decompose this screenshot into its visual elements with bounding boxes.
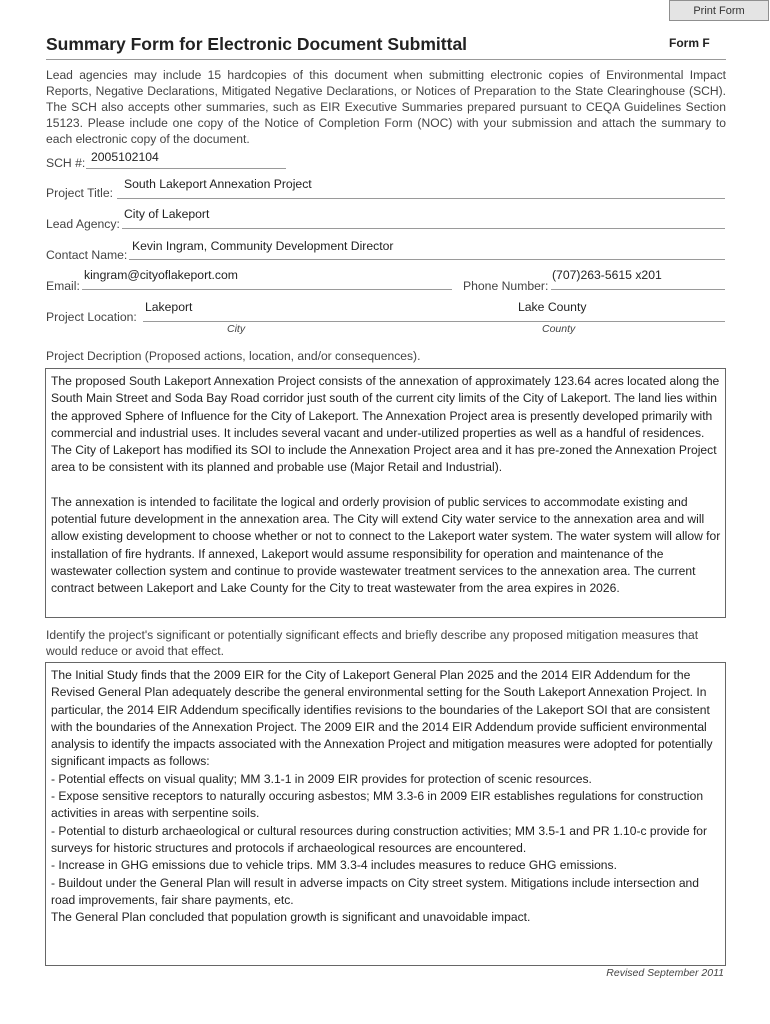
project-location-label: Project Location: [46, 310, 137, 324]
effects-label: Identify the project's significant or potentially significant effects and briefly describe any proposed mitigation measures that would reduce or avoid that effect. [46, 628, 699, 658]
description-paragraph: The annexation is intended to facilitate the logical and orderly provision of public services to accommodate existing and potential future development in the annexation area. The City will extend City water service to the annexation area and will allow existing development to choose whether or not to connect to the Lakeport water system. The water system will allow for installation of fire hydrants. If annexed, Lakeport would assume responsibility for operation and maintenance of the wastewater collection system and continue to provide wastewater treatment services to the annexation area. The current contract between Lakeport and Lake County for the City to treat wastewater from the area expires in 2026. [51, 494, 721, 596]
effects-line: - Expose sensitive receptors to naturally occuring asbestos; MM 3.3-6 in 2009 EIR establishes regulations for construction activities in areas with serpentine soils. [51, 789, 704, 821]
title-divider [46, 59, 726, 60]
effects-line: - Potential to disturb archaeological or cultural resources during construction activities; MM 3.5-1 and PR 1.10-c provide for surveys for historic structures and protocols if archaeological resources are encountered. [51, 823, 708, 855]
effects-line: - Increase in GHG emissions due to vehicle trips. MM 3.3-4 includes measures to reduce GHG emissions. [51, 858, 617, 873]
lead-agency-field[interactable] [122, 228, 725, 229]
form-id: Form F [669, 36, 710, 50]
county-value: Lake County [518, 300, 587, 314]
effects-line: The Initial Study finds that the 2009 EIR for the City of Lakeport General Plan 2025 and the 2014 EIR Addendum for the Revised General Plan adequately describe the general environmental setting for the South Lakeport Annexation Project. In particular, the 2014 EIR Addendum specifically identifies revisions to the boundaries of the Lakeport SOI that are consistent with the boundaries of the Annexation Project. The 2009 EIR and the 2014 EIR Addendum provide sufficient environmental analysis to identify the impacts associated with the Annexation Project and mitigation measures were adopted for potentially significant impacts as follows: [51, 668, 713, 769]
city-value: Lakeport [145, 300, 193, 314]
project-title-label: Project Title: [46, 186, 114, 200]
revision-date: Revised September 2011 [606, 967, 724, 979]
lead-agency-value: City of Lakeport [124, 207, 210, 221]
effects-line: The General Plan concluded that population growth is significant and unavoidable impact. [51, 910, 531, 925]
contact-name-field[interactable] [129, 259, 725, 260]
description-textbox[interactable] [45, 368, 726, 618]
city-caption: City [227, 323, 246, 335]
sch-label: SCH #: [46, 156, 86, 170]
project-title-field[interactable] [117, 198, 725, 199]
print-form-button[interactable]: Print Form [669, 0, 769, 21]
contact-name-value: Kevin Ingram, Community Development Director [132, 239, 394, 253]
phone-value: (707)263-5615 x201 [552, 268, 662, 282]
phone-field[interactable] [551, 289, 725, 290]
sch-value: 2005102104 [91, 150, 159, 164]
email-value: kingram@cityoflakeport.com [84, 268, 238, 282]
phone-label: Phone Number: [463, 279, 549, 293]
effects-textbox[interactable] [45, 662, 726, 966]
county-caption: County [542, 323, 576, 335]
sch-field[interactable] [86, 168, 286, 169]
page-title: Summary Form for Electronic Document Submittal [46, 34, 468, 54]
intro-text: Lead agencies may include 15 hardcopies of this document when submitting electronic copies of Environmental Impact Reports, Negative Declarations, Mitigated Negative Declarations, or Notices of Preparation to the State Clearinghouse (SCH). The SCH also accepts other summaries, such as EIR Executive Summaries prepared pursuant to CEQA Guidelines Section 15123. Please include one copy of the Notice of Completion Form (NOC) with your submission and attach the summary to each electronic copy of the document. [46, 68, 726, 146]
contact-name-label: Contact Name: [46, 248, 128, 262]
lead-agency-label: Lead Agency: [46, 217, 120, 231]
project-location-field[interactable] [143, 321, 725, 322]
description-label: Project Decription (Proposed actions, location, and/or consequences). [46, 349, 421, 363]
email-field[interactable] [82, 289, 452, 290]
email-label: Email: [46, 279, 80, 293]
effects-line: - Potential effects on visual quality; MM 3.1-1 in 2009 EIR provides for protection of scenic resources. [51, 771, 592, 786]
project-title-value: South Lakeport Annexation Project [124, 177, 312, 191]
description-paragraph: The proposed South Lakeport Annexation Project consists of the annexation of approximately 123.64 acres located along the South Main Street and Soda Bay Road corridor just south of the current city limits of the City of Lakeport. The land lies within the approved Sphere of Influence for the City of Lakeport. The Annexation Project area is presently developed primarily with commercial and industrial uses. It includes several vacant and under-utilized properties as well as a handful of residences. The City of Lakeport has modified its SOI to include the Annexation Project area and it has pre-zoned the Annexation Project area to be consistent with its planned and probable use (Major Retail and Industrial). [51, 374, 720, 475]
effects-line: - Buildout under the General Plan will result in adverse impacts on City street system. Mitigations include intersection and road improvements, fair share payments, etc. [51, 875, 699, 907]
